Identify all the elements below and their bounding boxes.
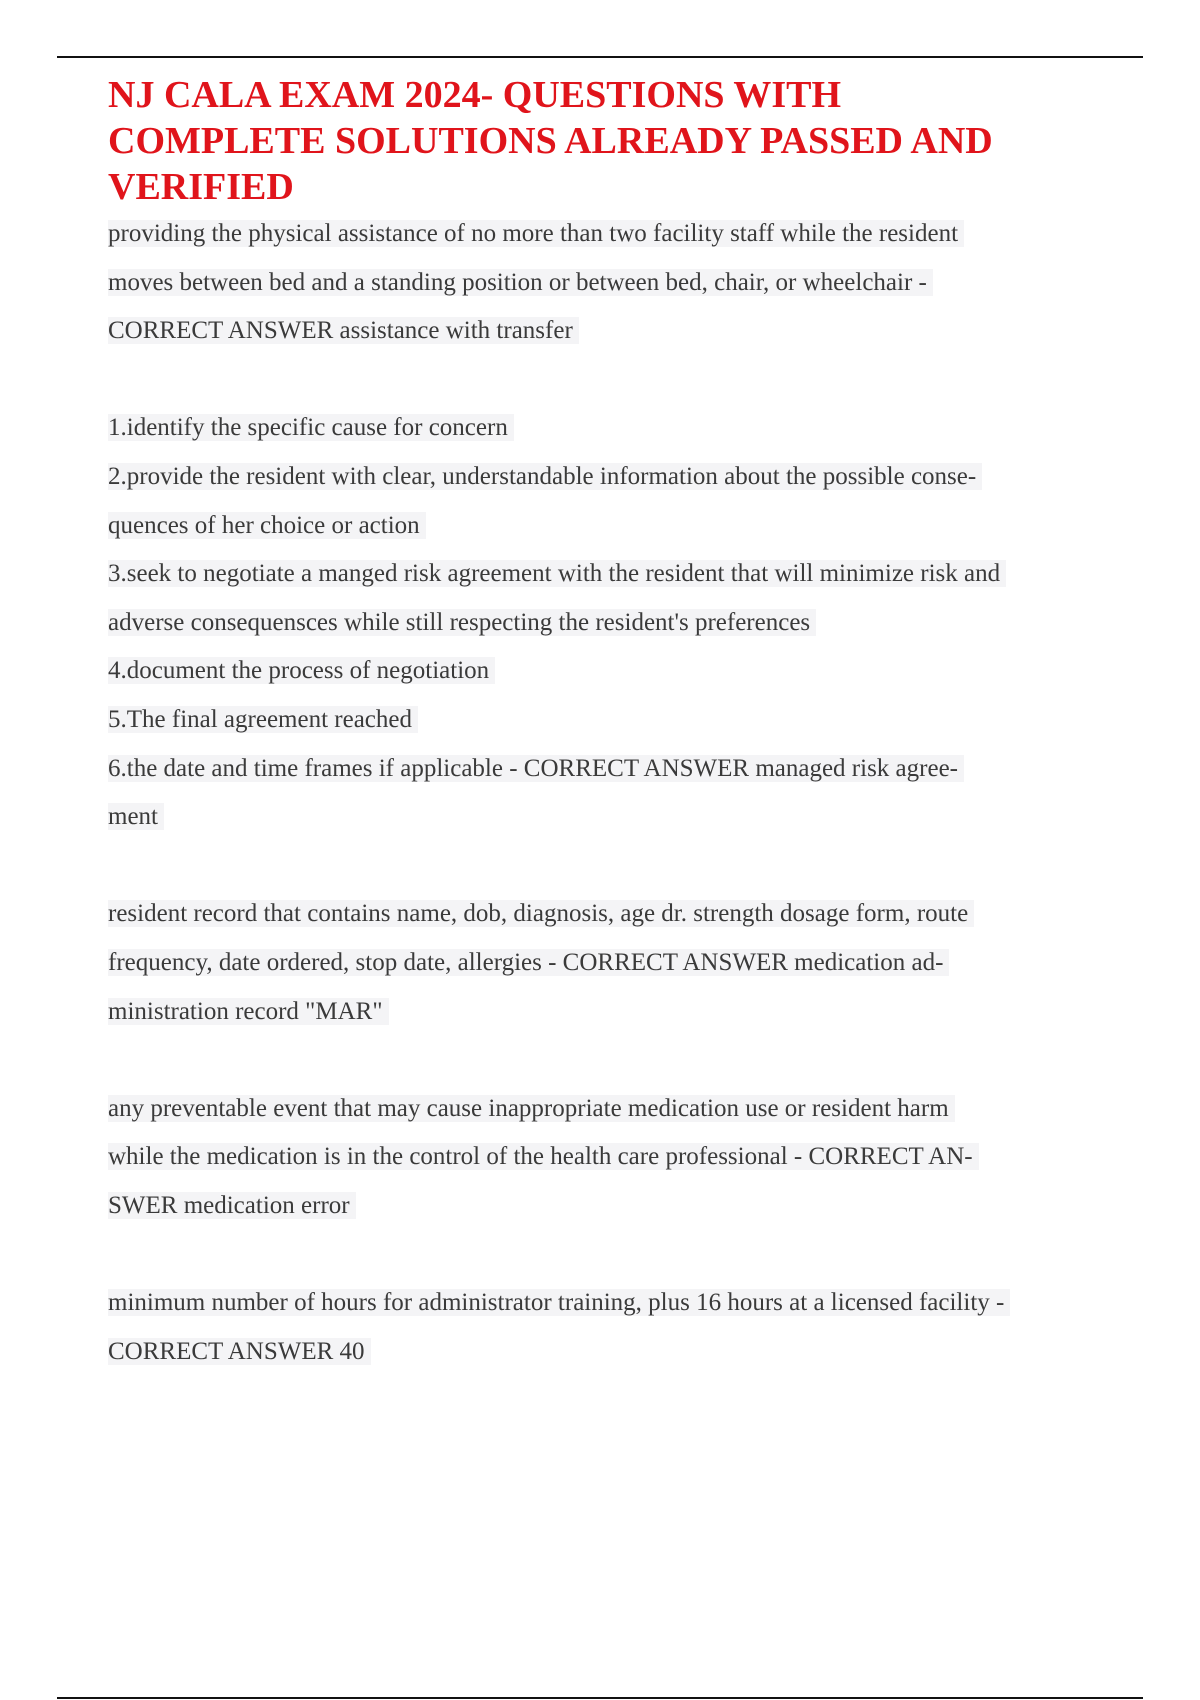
bottom-rule [57, 1697, 1143, 1699]
qa-block-medication-administration-record [108, 890, 1128, 1036]
qa-line: moves between bed and a standing position or between bed, chair, or wheelchair - [108, 269, 933, 296]
title-line: COMPLETE SOLUTIONS ALREADY PASSED AND [108, 120, 993, 162]
qa-line: providing the physical assistance of no more than two facility staff while the resident [108, 220, 964, 247]
qa-line: CORRECT ANSWER 40 [108, 1338, 371, 1365]
block-spacer [108, 1230, 1128, 1279]
qa-line: ministration record "MAR" [108, 998, 389, 1025]
qa-line: 3.seek to negotiate a manged risk agreement with the resident that will minimize risk and [108, 560, 1006, 587]
block-spacer [108, 842, 1128, 891]
qa-line: while the medication is in the control of the health care professional - CORRECT AN- [108, 1143, 979, 1170]
qa-block-training-hours [108, 1279, 1128, 1376]
block-spacer [108, 1036, 1128, 1085]
document-body [108, 72, 1128, 1376]
title-line: VERIFIED [108, 166, 294, 208]
block-spacer [108, 356, 1128, 405]
qa-line: minimum number of hours for administrator training, plus 16 hours at a licensed facility - [108, 1289, 1010, 1316]
document-title [108, 72, 1128, 210]
qa-block-managed-risk-agreement [108, 404, 1128, 841]
qa-line: 2.provide the resident with clear, understandable information about the possible conse- [108, 463, 982, 490]
title-line: NJ CALA EXAM 2024- QUESTIONS WITH [108, 74, 842, 116]
qa-line: 1.identify the specific cause for concern [108, 414, 514, 441]
qa-block-medication-error [108, 1085, 1128, 1231]
qa-line: frequency, date ordered, stop date, allergies - CORRECT ANSWER medication ad- [108, 949, 949, 976]
qa-line: 5.The final agreement reached [108, 706, 418, 733]
qa-line: CORRECT ANSWER assistance with transfer [108, 317, 579, 344]
qa-line: any preventable event that may cause inappropriate medication use or resident harm [108, 1095, 955, 1122]
qa-line: ment [108, 803, 164, 830]
qa-line: 4.document the process of negotiation [108, 657, 495, 684]
top-rule [57, 56, 1143, 58]
qa-line: quences of her choice or action [108, 512, 426, 539]
qa-line: 6.the date and time frames if applicable - CORRECT ANSWER managed risk agree- [108, 755, 964, 782]
qa-line: adverse consequensces while still respecting the resident's preferences [108, 609, 816, 636]
qa-block-assistance-with-transfer [108, 210, 1128, 356]
qa-line: SWER medication error [108, 1192, 356, 1219]
qa-line: resident record that contains name, dob, diagnosis, age dr. strength dosage form, route [108, 900, 974, 927]
